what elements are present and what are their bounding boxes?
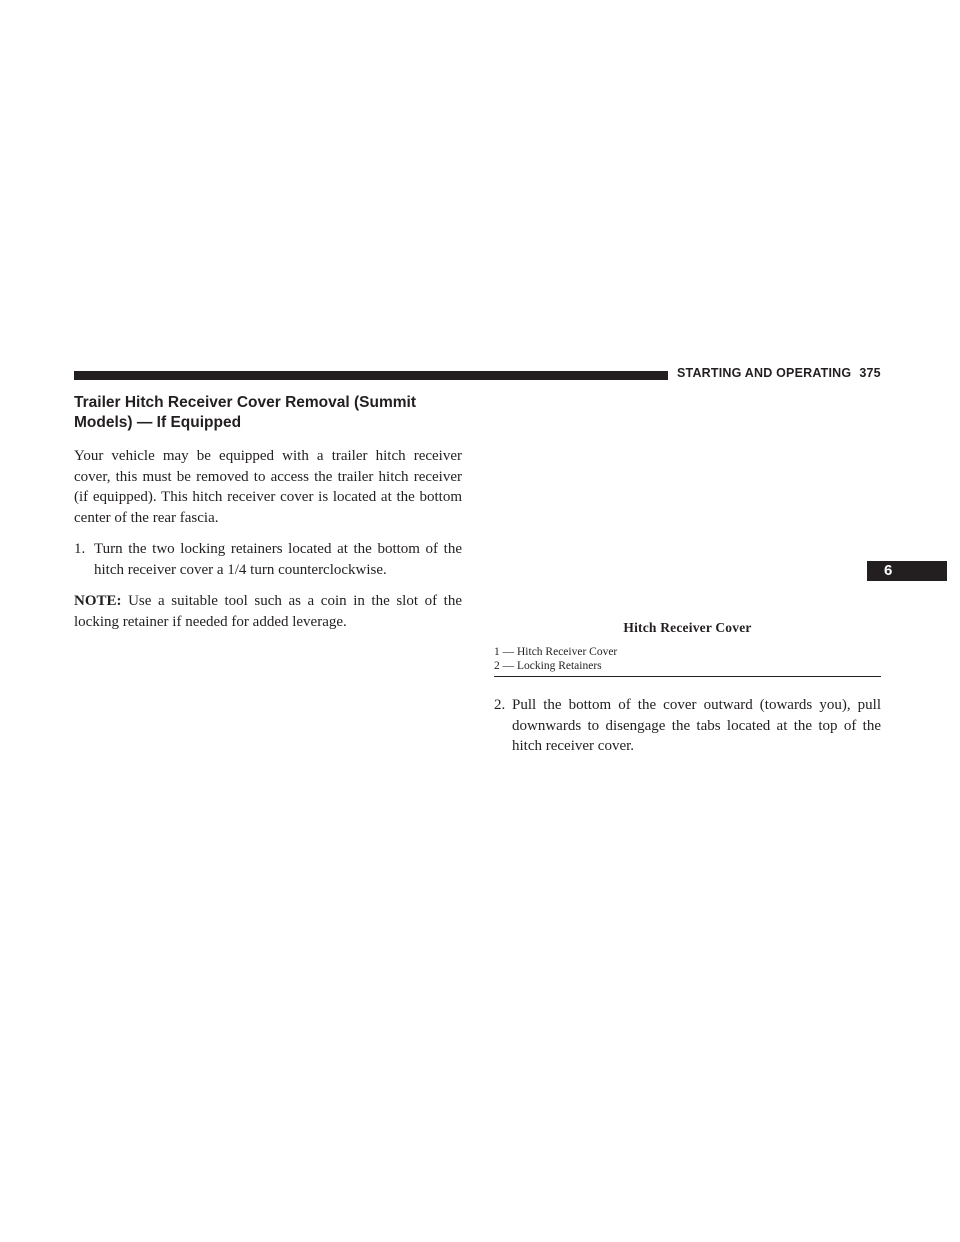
section-title: STARTING AND OPERATING xyxy=(677,366,852,380)
figure-area xyxy=(494,380,881,619)
step-2 xyxy=(494,695,881,757)
intro-paragraph: Your vehicle may be equipped with a trailer hitch receiver cover, this must be removed to access the trailer hitch receiver (if equipped). This hitch receiver cover is located at the bottom center of the rear fascia. xyxy=(74,448,462,526)
chapter-tab: 6 xyxy=(867,561,947,581)
right-column xyxy=(494,380,881,757)
legend-item: 2 — Locking Retainers xyxy=(494,660,602,672)
page-number: 375 xyxy=(859,366,881,380)
step-1-text: Turn the two locking retainers located at the bottom of the hitch receiver cover a 1/4 turn counterclockwise. xyxy=(94,541,462,578)
note-paragraph xyxy=(74,591,462,632)
step-2-number: 2. xyxy=(494,697,506,713)
legend-item: 1 — Hitch Receiver Cover xyxy=(494,646,618,658)
left-column xyxy=(74,393,462,643)
step-1-number: 1. xyxy=(74,541,86,557)
step-1 xyxy=(74,539,462,580)
figure-caption: Hitch Receiver Cover xyxy=(623,620,752,635)
header-rule xyxy=(74,371,668,380)
running-header xyxy=(677,366,881,380)
step-2-text: Pull the bottom of the cover outward (towards you), pull downwards to disengage the tabs located at the top of the hitch receiver cover. xyxy=(512,697,881,754)
figure-legend xyxy=(494,645,881,677)
note-label: NOTE: xyxy=(74,593,122,609)
note-text: Use a suitable tool such as a coin in the slot of the locking retainer if needed for added leverage. xyxy=(74,593,462,630)
section-heading: Trailer Hitch Receiver Cover Removal (Summit Models) — If Equipped xyxy=(74,394,416,431)
